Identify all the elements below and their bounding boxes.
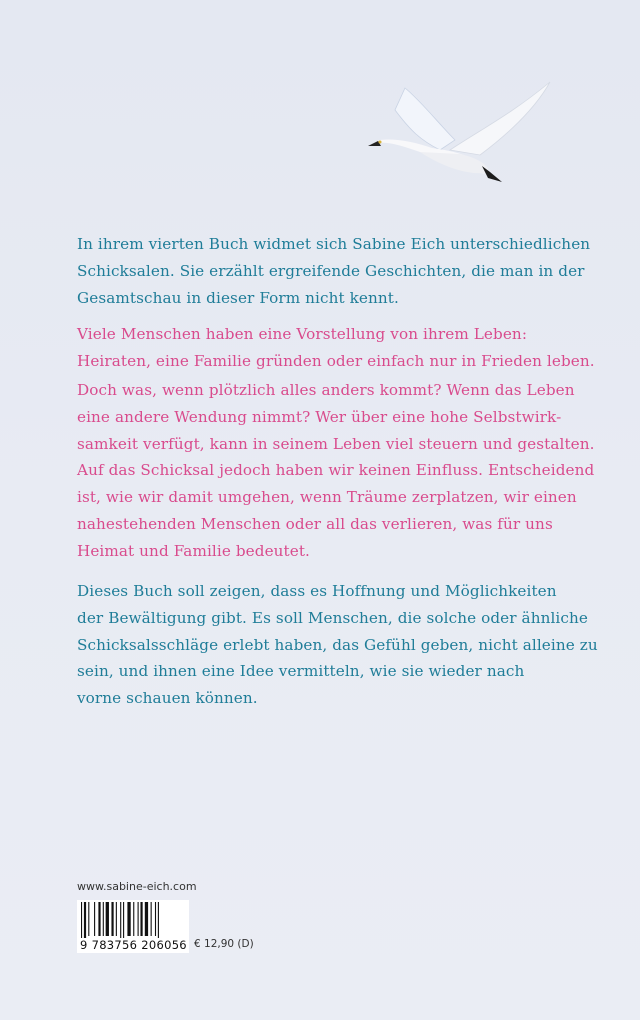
barcode-bar	[133, 902, 134, 936]
text-line: ist, wie wir damit umgehen, wenn Träume zerplatzen, wir einen	[77, 488, 577, 507]
price-label: € 12,90 (D)	[194, 938, 254, 950]
barcode-bar	[94, 902, 95, 936]
text-line: Schicksalen. Sie erzählt ergreifende Geschichten, die man in der	[77, 261, 585, 280]
barcode-bar	[123, 902, 124, 938]
barcode-bar	[120, 902, 121, 938]
text-line: Gesamtschau in dieser Form nicht kennt.	[77, 288, 399, 307]
barcode-bar	[81, 902, 82, 938]
barcode-bar	[116, 902, 117, 936]
fate-paragraph	[77, 377, 637, 565]
barcode-bar	[145, 902, 148, 936]
text-line: Schicksalsschläge erlebt haben, das Gefühl geben, nicht alleine zu	[77, 635, 598, 654]
barcode-bar	[127, 902, 130, 936]
text-line: Viele Menschen haben eine Vorstellung von ihrem Leben:	[77, 325, 528, 343]
text-line: Doch was, wenn plötzlich alles anders kommt? Wenn das Leben	[77, 381, 575, 399]
text-line: nahestehenden Menschen oder all das verlieren, was für uns	[77, 514, 553, 533]
text-line: Heiraten, eine Familie gründen oder einfach nur in Frieden leben.	[77, 351, 595, 370]
intro-paragraph	[77, 231, 637, 311]
barcode-bar	[158, 902, 159, 938]
barcode-bar	[151, 902, 152, 936]
text-line: Heimat und Familie bedeutet.	[77, 541, 310, 560]
barcode-bar	[84, 902, 86, 938]
barcode-bars	[81, 902, 185, 938]
barcode-bar	[111, 902, 113, 936]
life-paragraph	[77, 321, 637, 375]
barcode-bar	[88, 902, 89, 936]
barcode-bar	[103, 902, 104, 936]
text-line: sein, und ihnen eine Idee vermitteln, wie sie wieder nach	[77, 662, 525, 681]
text-line: samkeit verfügt, kann in seinem Leben viel steuern und gestalten.	[77, 434, 595, 453]
purpose-paragraph	[77, 578, 637, 712]
text-line: In ihrem vierten Buch widmet sich Sabine Eich unterschiedlichen	[77, 235, 591, 253]
barcode-bar	[155, 902, 156, 936]
text-line: eine andere Wendung nimmt? Wer über eine hohe Selbstwirk-	[77, 407, 562, 426]
isbn-barcode	[77, 900, 189, 953]
text-line: Dieses Buch soll zeigen, dass es Hoffnung und Möglichkeiten	[77, 582, 557, 600]
barcode-bar	[106, 902, 109, 936]
text-line: vorne schauen können.	[77, 689, 258, 708]
isbn-number: 9 783756 206056	[80, 938, 187, 952]
text-line: der Bewältigung gibt. Es soll Menschen, die solche oder ähnliche	[77, 608, 588, 627]
text-line: Auf das Schicksal jedoch haben wir keinen Einfluss. Entscheidend	[77, 461, 595, 480]
website-url: www.sabine-eich.com	[77, 880, 197, 893]
barcode-bar	[140, 902, 142, 936]
barcode-bar	[98, 902, 100, 936]
swan-image	[360, 70, 560, 190]
barcode-bar	[138, 902, 139, 936]
